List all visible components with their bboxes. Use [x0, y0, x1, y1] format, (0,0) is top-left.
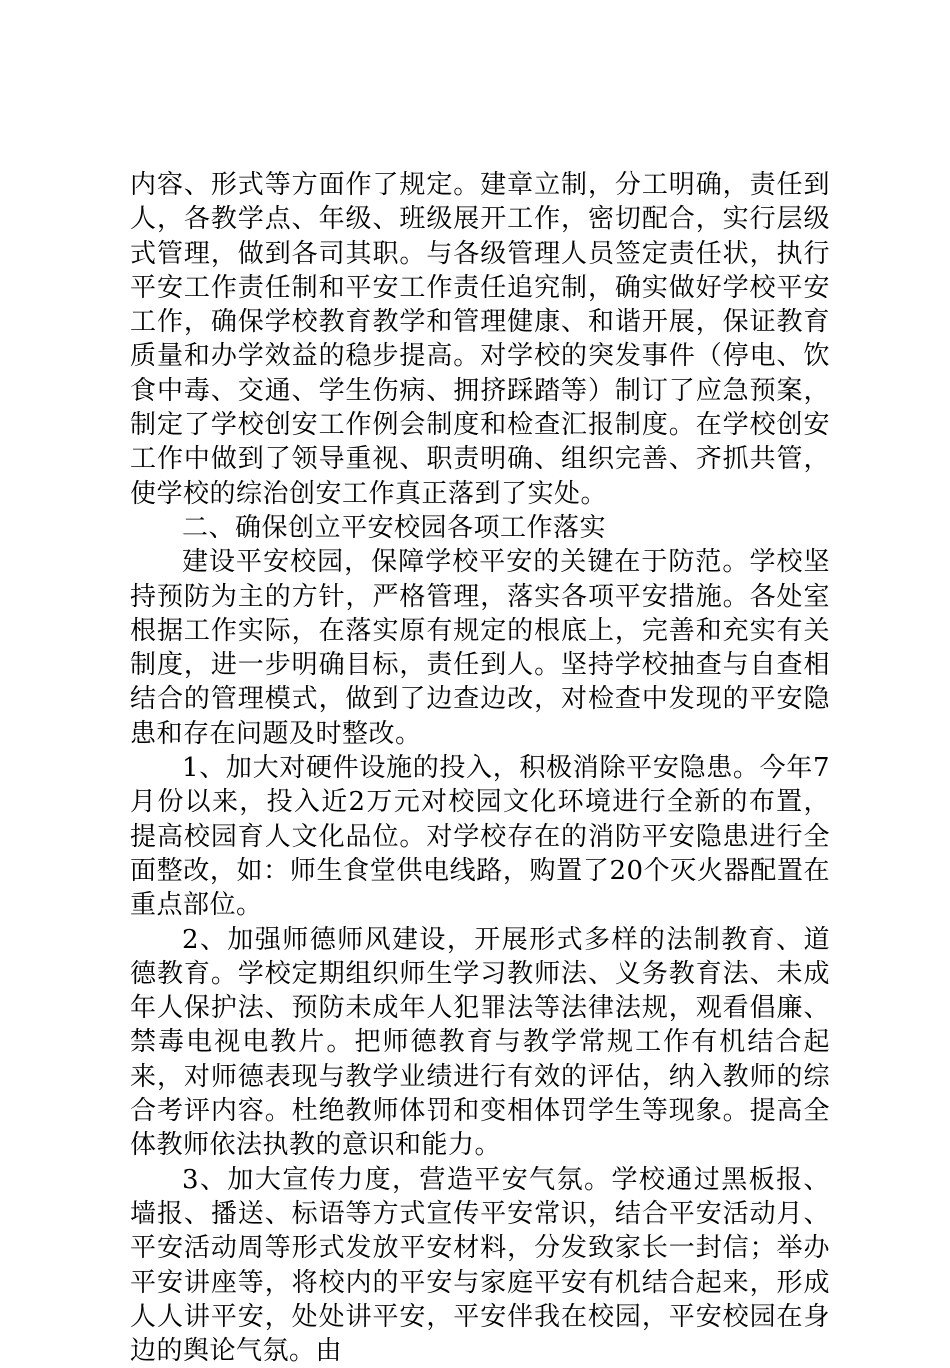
document-body	[130, 168, 830, 1368]
paragraph-safety-regulations: 内容、形式等方面作了规定。建章立制，分工明确，责任到人，各教学点、年级、班级展开工作，密切配合，实行层级式管理，做到各司其职。与各级管理人员签定责任状，执行平安工作责任制和平安工作责任追究制，确实做好学校平安工作，确保学校教育教学和管理健康、和谐开展，保证教育质量和办学效益的稳步提高。对学校的突发事件（停电、饮食中毒、交通、学生伤病、拥挤踩踏等）制订了应急预案，制定了学校创安工作例会制度和检查汇报制度。在学校创安工作中做到了领导重视、职责明确、组织完善、齐抓共管，使学校的综治创安工作真正落到了实处。	[130, 170, 830, 509]
paragraph-item-3-publicity: 3、加大宣传力度，营造平安气氛。学校通过黑板报、墙报、播送、标语等方式宣传平安常识，结合平安活动月、平安活动周等形式发放平安材料，分发致家长一封信；举办平安讲座等，将校内的平安与家庭平安有机结合起来，形成人人讲平安，处处讲平安，平安伴我在校园，平安校园在身边的舆论气氛。由	[130, 1164, 830, 1367]
paragraph-item-2-ethics: 2、加强师德师风建设，开展形式多样的法制教育、道德教育。学校定期组织师生学习教师法、义务教育法、未成年人保护法、预防未成年人犯罪法等法律法规，观看倡廉、禁毒电视电教片。把师德教育与教学常规工作有机结合起来，对师德表现与教学业绩进行有效的评估，纳入教师的综合考评内容。杜绝教师体罚和变相体罚学生等现象。提高全体教师依法执教的意识和能力。	[130, 924, 830, 1161]
section-heading-2: 二、确保创立平安校园各项工作落实	[182, 512, 607, 543]
paragraph-item-1-hardware: 1、加大对硬件设施的投入，积极消除平安隐患。今年7月份以来，投入近2万元对校园文化环境进行全新的布置，提高校园育人文化品位。对学校存在的消防平安隐患进行全面整改，如：师生食堂供电线路，购置了20个灭火器配置在重点部位。	[130, 753, 830, 921]
paragraph-prevention: 建设平安校园，保障学校平安的关键在于防范。学校坚持预防为主的方针，严格管理，落实各项平安措施。各处室根据工作实际，在落实原有规定的根底上，完善和充实有关制度，进一步明确目标，责任到人。坚持学校抽查与自查相结合的管理模式，做到了边查边改，对检查中发现的平安隐患和存在问题及时整改。	[130, 547, 830, 749]
